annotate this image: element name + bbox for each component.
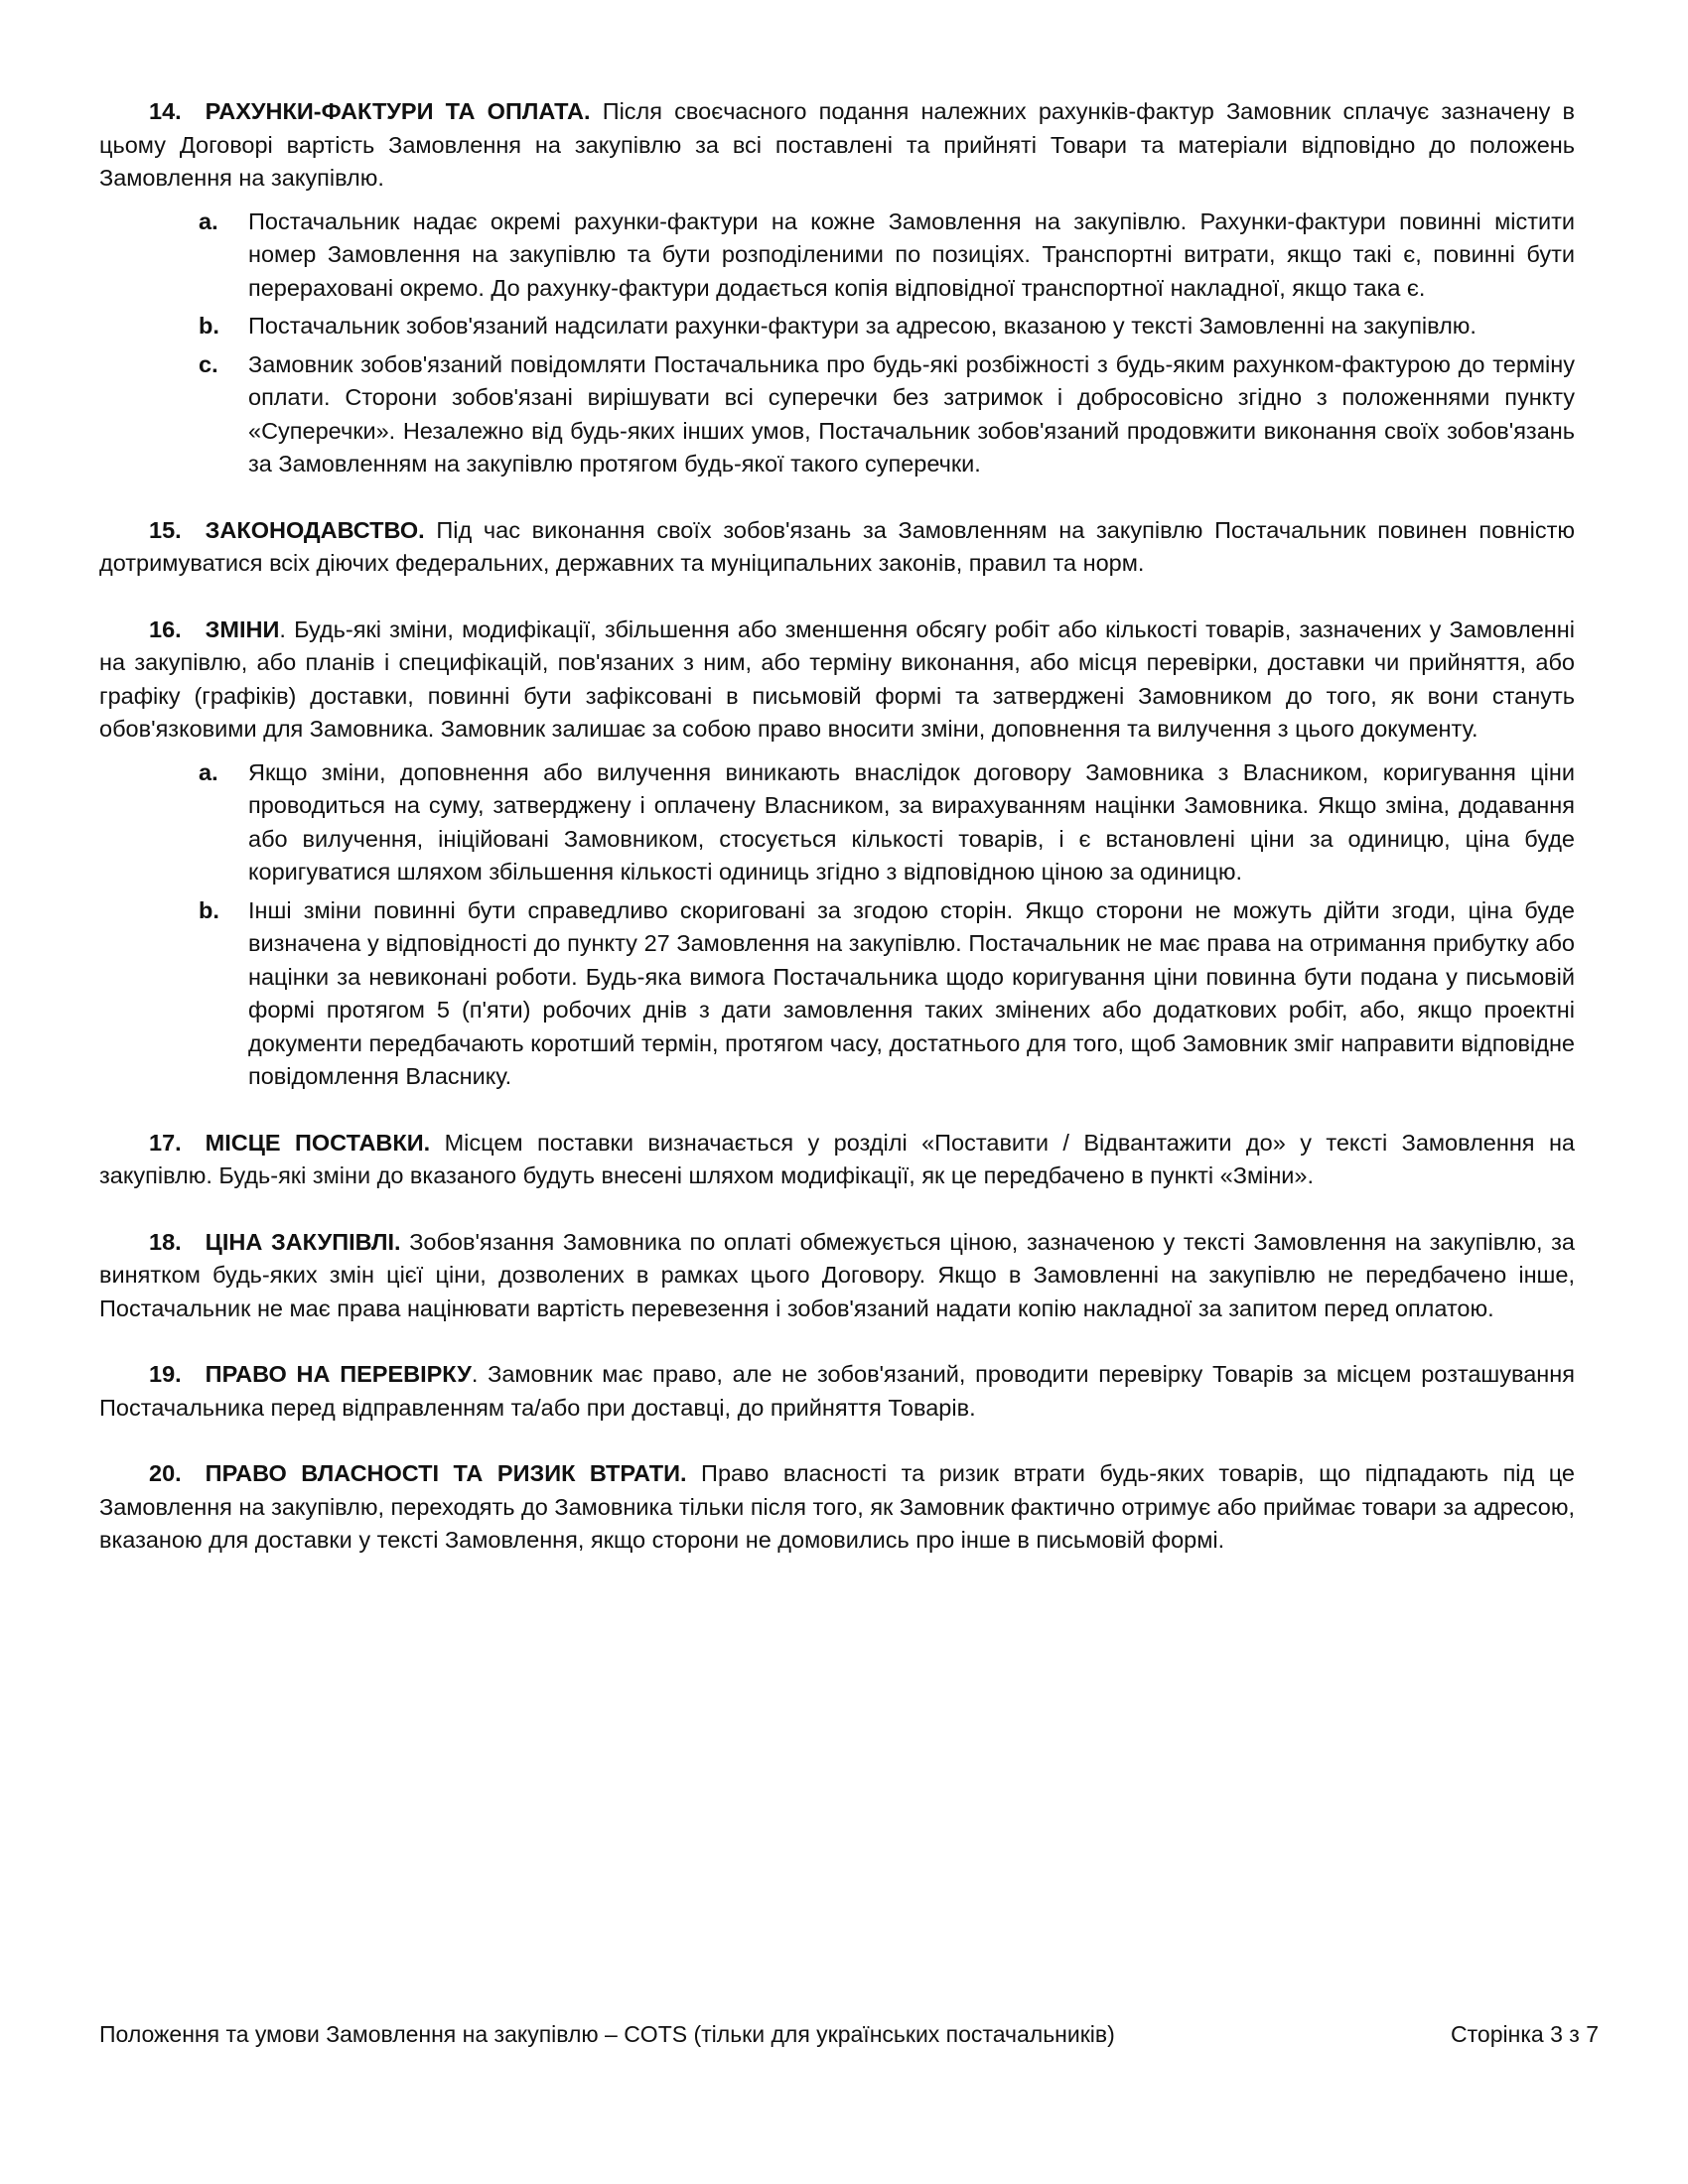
section-number: 19.	[149, 1361, 182, 1387]
subitem-text: Постачальник зобов'язаний надсилати рахунки-фактури за адресою, вказаною у тексті Замовленні на закупівлю.	[248, 313, 1477, 339]
subitem-text: Замовник зобов'язаний повідомляти Постачальника про будь-які розбіжності з будь-яким рахунком-фактурою до терміну оплати. Сторони зобов'язані вирішувати всі суперечки без затримок і добросовісно згідно з положеннями пункту «Суперечки». Незалежно від будь-яких інших умов, Постачальник зобов'язаний продовжити виконання своїх зобов'язань за Замовленням на закупівлю протягом будь-якої такого суперечки.	[248, 350, 1575, 477]
section-20	[99, 1457, 1575, 1558]
section-16	[99, 614, 1575, 1094]
document-body	[99, 95, 1575, 1590]
subitem-list	[99, 756, 1575, 1094]
subitem-letter: b.	[199, 313, 219, 339]
subitem-text: Постачальник надає окремі рахунки-фактури на кожне Замовлення на закупівлю. Рахунки-фактури повинні містити номер Замовлення на закупівлю та бути розподіленими по позиціях. Транспортні витрати, якщо такі є, повинні бути перераховані окремо. До рахунку-фактури додається копія відповідної транспортної накладної, якщо така є.	[248, 207, 1575, 301]
section-text: Місцем поставки визначається у розділі «Поставити / Відвантажити до» у тексті Замовлення на закупівлю. Будь-які зміни до вказаного будуть внесені шляхом модифікації, як це передбачено в пункті «Зміни».	[99, 1129, 1575, 1188]
section-number: 20.	[149, 1460, 182, 1486]
page-number: Сторінка 3 з 7	[1451, 2021, 1599, 2047]
section-number: 14.	[149, 98, 182, 124]
page-footer	[99, 2021, 1599, 2048]
subitem	[99, 894, 1575, 1094]
section-paragraph	[99, 1358, 1575, 1425]
section-title: РАХУНКИ-ФАКТУРИ ТА ОПЛАТА.	[205, 98, 591, 124]
section-paragraph	[99, 514, 1575, 581]
section-text: Зобов'язання Замовника по оплаті обмежується ціною, зазначеною у тексті Замовлення на закупівлю, за винятком будь-яких змін цієї ціни, дозволених в рамках цього Договору. Якщо в Замовленні на закупівлю не передбачено інше, Постачальник не має права націнювати вартість перевезення і зобов'язаний надати копію накладної за запитом перед оплатою.	[99, 1228, 1575, 1321]
section-text: Під час виконання своїх зобов'язань за Замовленням на закупівлю Постачальник повинен повністю дотримуватися всіх діючих федеральних, державних та муніципальних законів, правил та норм.	[99, 516, 1575, 576]
subitem-text: Якщо зміни, доповнення або вилучення виникають внаслідок договору Замовника з Власником, коригування ціни проводиться на суму, затверджену і оплачену Власником, за вирахуванням націнки Замовника. Якщо зміна, додавання або вилучення, ініційовані Замовником, стосується кількості товарів, і є встановлені ціни за одиницю, ціна буде коригуватися шляхом збільшення кількості одиниць згідно з відповідною ціною за одиницю.	[248, 758, 1575, 885]
subitem-letter: a.	[199, 758, 218, 785]
footer-document-title: Положення та умови Замовлення на закупівлю – COTS (тільки для українських постачальників)	[99, 2021, 1115, 2047]
section-number: 16.	[149, 615, 182, 642]
section-number: 18.	[149, 1228, 182, 1255]
subitem	[99, 310, 1575, 343]
section-number: 17.	[149, 1129, 182, 1156]
section-17	[99, 1127, 1575, 1193]
section-text: Після своєчасного подання належних рахунків-фактур Замовник сплачує зазначену в цьому Договорі вартість Замовлення на закупівлю за всі поставлені та прийняті Товари та матеріали відповідно до положень Замовлення на закупівлю.	[99, 98, 1575, 191]
section-title: ЦІНА ЗАКУПІВЛІ.	[205, 1228, 401, 1255]
subitem-letter: b.	[199, 896, 219, 923]
section-title: МІСЦЕ ПОСТАВКИ.	[205, 1129, 431, 1156]
section-title: ПРАВО ВЛАСНОСТІ ТА РИЗИК ВТРАТИ.	[205, 1460, 687, 1486]
section-text: . Будь-які зміни, модифікації, збільшення або зменшення обсягу робіт або кількості товарів, зазначених у Замовленні на закупівлю, або планів і специфікацій, пов'язаних з ним, або терміну виконання, або місця перевірки, доставки чи прийняття, або графіку (графіків) доставки, повинні бути зафіксовані в письмовій формі та затверджені Замовником до того, як вони стануть обов'язковими для Замовника. Замовник залишає за собою право вносити зміни, доповнення та вилучення з цього документу.	[99, 615, 1575, 742]
subitem-text: Інші зміни повинні бути справедливо скориговані за згодою сторін. Якщо сторони не можуть дійти згоди, ціна буде визначена у відповідності до пункту 27 Замовлення на закупівлю. Постачальник не має права на отримання прибутку або націнки за невиконані роботи. Будь-яка вимога Постачальника щодо коригування ціни повинна бути подана у письмовій формі протягом 5 (п'яти) робочих днів з дати замовлення таких змінених або додаткових робіт, або, якщо проектні документи передбачають коротший термін, протягом часу, достатнього для того, щоб Замовник зміг направити відповідне повідомлення Власнику.	[248, 896, 1575, 1089]
section-14	[99, 95, 1575, 481]
subitem-letter: c.	[199, 350, 218, 377]
section-paragraph	[99, 95, 1575, 196]
section-15	[99, 514, 1575, 581]
section-number: 15.	[149, 516, 182, 543]
section-paragraph	[99, 1127, 1575, 1193]
section-title: ЗМІНИ	[205, 615, 280, 642]
section-18	[99, 1226, 1575, 1326]
subitem-letter: a.	[199, 207, 218, 234]
section-text: Право власності та ризик втрати будь-яких товарів, що підпадають під це Замовлення на закупівлю, переходять до Замовника тільки після того, як Замовник фактично отримує або приймає товари за адресою, вказаною для доставки у тексті Замовлення, якщо сторони не домовились про інше в письмовій формі.	[99, 1460, 1575, 1553]
section-19	[99, 1358, 1575, 1425]
section-title: ЗАКОНОДАВСТВО.	[205, 516, 425, 543]
section-text: . Замовник має право, але не зобов'язаний, проводити перевірку Товарів за місцем розташування Постачальника перед відправленням та/або при доставці, до прийняття Товарів.	[99, 1361, 1575, 1421]
section-paragraph	[99, 614, 1575, 747]
section-title: ПРАВО НА ПЕРЕВІРКУ	[205, 1361, 472, 1387]
section-paragraph	[99, 1457, 1575, 1558]
subitem	[99, 205, 1575, 306]
subitem	[99, 348, 1575, 481]
section-paragraph	[99, 1226, 1575, 1326]
subitem	[99, 756, 1575, 889]
subitem-list	[99, 205, 1575, 481]
